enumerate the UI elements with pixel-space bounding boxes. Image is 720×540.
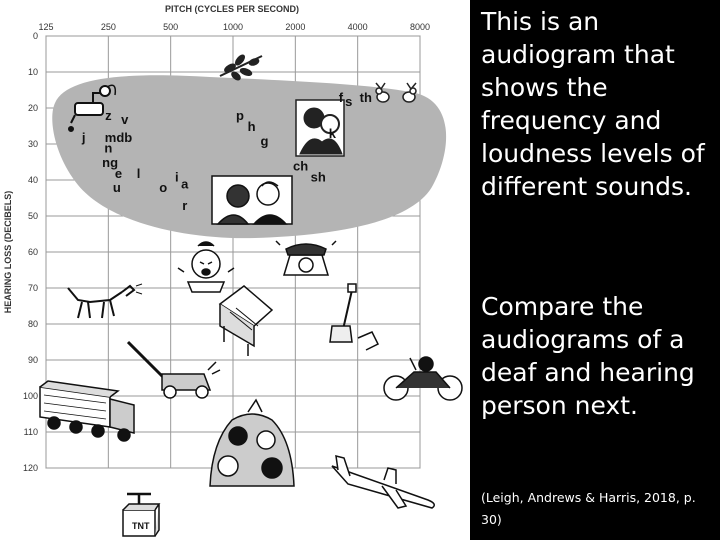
speech-sound-label: j: [81, 129, 86, 145]
y-tick-label: 80: [27, 319, 38, 329]
y-tick-label: 0: [32, 31, 38, 41]
speech-sound-label: o: [159, 180, 168, 196]
y-tick-label: 90: [27, 355, 38, 365]
side-panel: [470, 0, 720, 540]
left-axis-label: HEARING LOSS (DECIBELS): [3, 190, 13, 314]
x-tick-label: 4000: [347, 22, 368, 32]
speech-sound-label: e: [114, 165, 123, 181]
y-tick-label: 100: [22, 391, 38, 401]
x-tick-label: 125: [38, 22, 54, 32]
x-tick-label: 500: [163, 22, 179, 32]
y-tick-label: 10: [27, 67, 38, 77]
speech-sound-label: l: [136, 165, 141, 181]
speech-sound-label: th: [359, 90, 372, 106]
x-tick-label: 8000: [409, 22, 431, 32]
side-citation: (Leigh, Andrews & Harris, 2018, p. 30): [481, 490, 696, 527]
whispering-people-icon: [296, 100, 344, 156]
speech-sound-label: ch: [292, 158, 309, 174]
speech-sound-label: f: [338, 90, 344, 106]
speech-sound-label: v: [121, 111, 129, 127]
speech-sound-label: i: [174, 169, 179, 185]
speech-sound-label: h: [247, 119, 256, 134]
speech-sound-label: sh: [310, 169, 326, 185]
y-tick-label: 70: [27, 283, 38, 293]
speech-sound-label: z: [105, 108, 112, 124]
x-tick-label: 2000: [285, 22, 306, 32]
y-tick-label: 20: [27, 103, 38, 113]
speech-sound-label: p: [235, 108, 244, 124]
speech-sound-label: r: [182, 198, 188, 214]
side-paragraph-1: This is an audiogram that shows the frequency and loudness levels of different sounds.: [481, 7, 705, 201]
speech-sound-label: n: [104, 140, 113, 156]
tnt-label: TNT: [132, 521, 150, 531]
speech-sound-label: mdb: [104, 129, 133, 145]
x-tick-label: 1000: [222, 22, 244, 32]
top-axis-label: PITCH (CYCLES PER SECOND): [164, 4, 300, 14]
speech-sound-label: k: [328, 126, 337, 142]
y-tick-label: 60: [27, 247, 38, 257]
conversation-people-icon: [212, 176, 292, 224]
y-tick-label: 40: [27, 175, 38, 185]
x-tick-label: 250: [100, 22, 116, 32]
side-paragraph-2: Compare the audiograms of a deaf and hearing person next.: [481, 292, 695, 420]
speech-sound-label: u: [112, 180, 121, 196]
y-tick-label: 30: [27, 139, 38, 149]
speech-sound-label: a: [181, 176, 189, 192]
speech-sound-label: g: [260, 133, 269, 149]
y-tick-label: 120: [22, 463, 38, 473]
speech-sound-label: ng: [102, 155, 119, 170]
y-tick-label: 50: [27, 211, 38, 221]
speech-sound-label: s: [345, 93, 353, 109]
y-tick-label: 110: [23, 427, 38, 437]
